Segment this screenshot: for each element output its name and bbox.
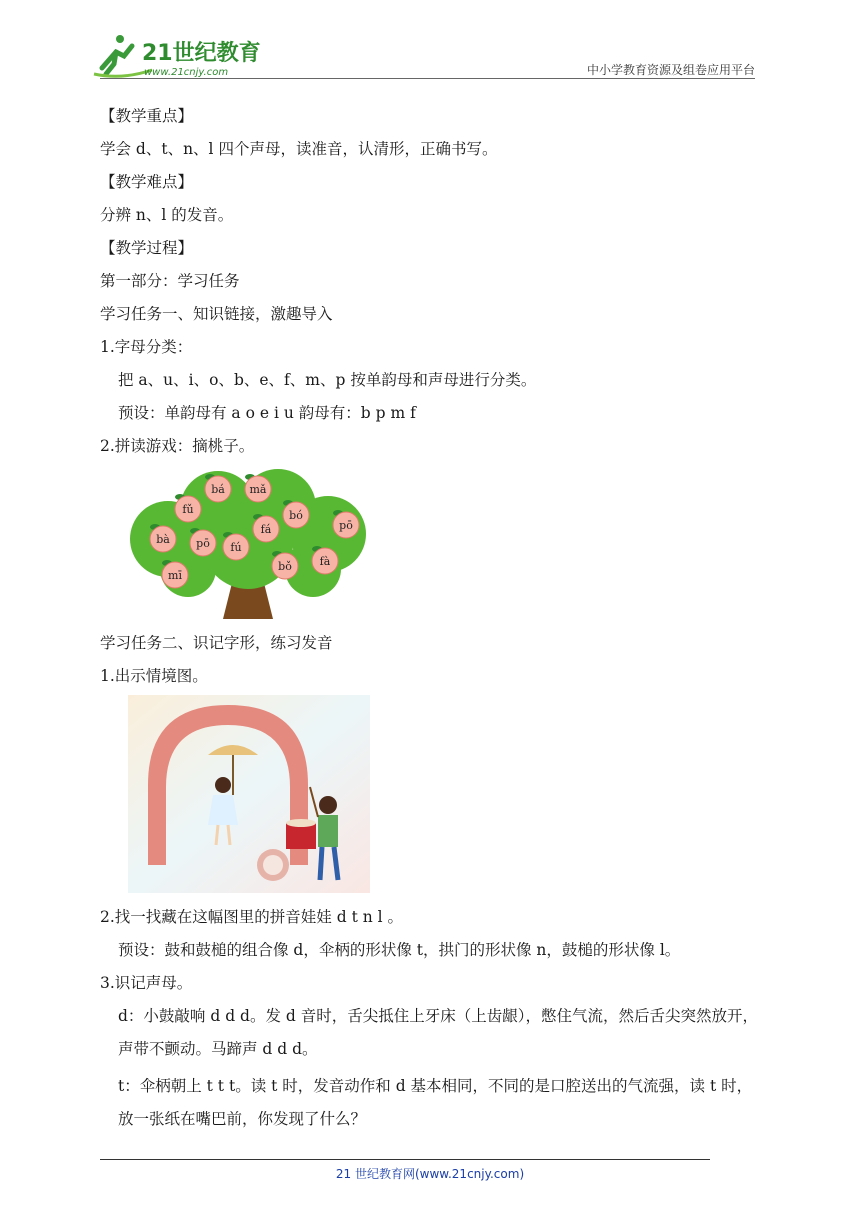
process-heading: 【教学过程】 (100, 239, 194, 257)
peach-label: mǎ (249, 483, 267, 496)
show-scene-step: 1.出示情境图。 (100, 667, 208, 685)
footer-divider (100, 1159, 710, 1160)
d-description: d：小鼓敲响 d d d。发 d 音时，舌尖抵住上牙床（上齿龈），憋住气流，然后舌尖突然放开，声带不颤动。马蹄声 d d d。 (118, 1007, 758, 1058)
peach-tree-image (100, 469, 765, 619)
difficulty-heading: 【教学难点】 (100, 173, 194, 191)
part1-title: 第一部分：学习任务 (100, 272, 240, 290)
scene-illustration (100, 695, 765, 895)
find-step: 2.找一找藏在这幅图里的拼音娃娃 d t n l 。 (100, 908, 404, 926)
remember-step: 3.识记声母。 (100, 974, 193, 992)
t-description: t：伞柄朝上 t t t。读 t 时，发音动作和 d 基本相同，不同的是口腔送出的气流强，读 t 时，放一张纸在嘴巴前，你发现了什么？ (118, 1077, 753, 1128)
task2-title: 学习任务二、识记字形，练习发音 (100, 634, 333, 652)
peach-label: fà (319, 555, 331, 568)
page-header (0, 0, 860, 85)
peach-label: bǒ (278, 560, 292, 573)
focus-heading: 【教学重点】 (100, 107, 194, 125)
logo-url: www.21cnjy.com (144, 67, 229, 78)
task1-title: 学习任务一、知识链接，激趣导入 (100, 305, 333, 323)
step1-title: 1.字母分类： (100, 338, 193, 356)
step2-title: 2.拼读游戏：摘桃子。 (100, 437, 255, 455)
peach-label: fá (260, 523, 272, 536)
header-divider (100, 78, 755, 79)
focus-text: 学会 d、t、n、l 四个声母，读准音，认清形，正确书写。 (100, 140, 498, 158)
peach-label: fǔ (182, 503, 194, 516)
difficulty-text: 分辨 n、l 的发音。 (100, 206, 234, 224)
peach-label: bà (156, 533, 170, 546)
peach-label: pō (339, 519, 353, 532)
find-preset: 预设：鼓和鼓槌的组合像 d，伞柄的形状像 t，拱门的形状像 n，鼓槌的形状像 l。 (118, 941, 681, 959)
peach-label: fú (230, 541, 242, 554)
step1-text: 把 a、u、i、o、b、e、f、m、p 按单韵母和声母进行分类。 (118, 371, 537, 389)
logo-text: 21世纪教育 (142, 41, 261, 66)
step1-preset: 预设：单韵母有 a o e i u 韵母有：b p m f (118, 404, 416, 422)
footer-link[interactable]: 21 世纪教育网(www.21cnjy.com) (335, 1167, 525, 1181)
header-platform-label: 中小学教育资源及组卷应用平台 (586, 63, 755, 77)
document-body (100, 100, 765, 1136)
peach-label: bó (289, 509, 303, 522)
peach-label: mī (168, 569, 182, 582)
peach-label: bá (211, 483, 225, 496)
peach-label: pō (196, 537, 210, 550)
site-logo (92, 30, 262, 80)
